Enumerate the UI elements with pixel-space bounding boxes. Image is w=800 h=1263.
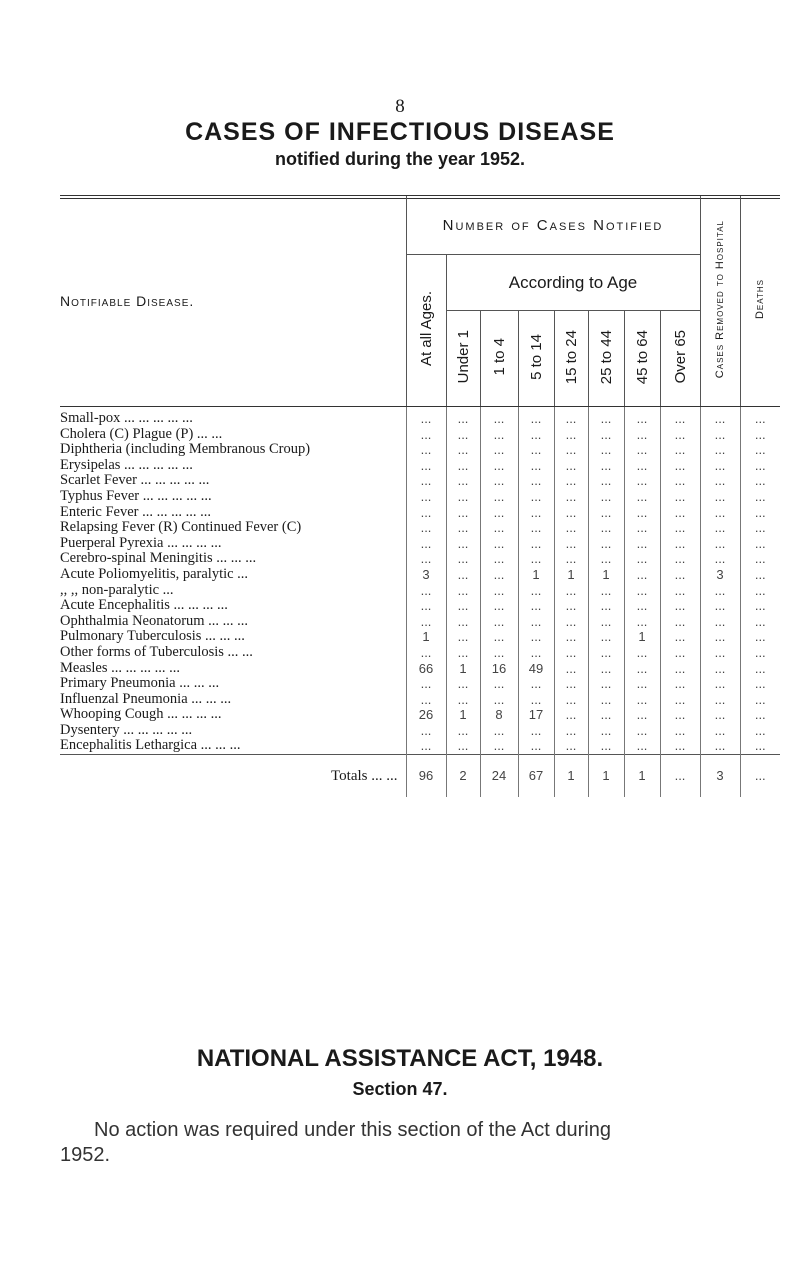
cell-value: ... bbox=[740, 692, 780, 708]
cell-value: ... bbox=[700, 520, 740, 536]
cell-value: ... bbox=[660, 676, 700, 692]
cell-value: ... bbox=[660, 520, 700, 536]
disease-name: Primary Pneumonia ... ... ... bbox=[60, 676, 220, 692]
cell-value: ... bbox=[588, 536, 624, 552]
cell-value: ... bbox=[446, 489, 480, 505]
table-row bbox=[60, 489, 780, 505]
header-deaths: Deaths bbox=[740, 196, 780, 407]
cell-value: ... bbox=[660, 583, 700, 599]
cell-value: ... bbox=[406, 427, 446, 443]
cell-value: ... bbox=[588, 407, 624, 427]
cell-value: ... bbox=[406, 489, 446, 505]
header-age-25-to-44: 25 to 44 bbox=[588, 311, 624, 407]
total-value: 3 bbox=[700, 755, 740, 798]
table-row bbox=[60, 614, 780, 630]
cell-value: ... bbox=[406, 551, 446, 567]
disease-name: Encephalitis Lethargica ... ... ... bbox=[60, 738, 241, 754]
cell-value: ... bbox=[700, 676, 740, 692]
cell-value: ... bbox=[660, 614, 700, 630]
cell-value: ... bbox=[446, 505, 480, 521]
cell-value: ... bbox=[518, 551, 554, 567]
table-row bbox=[60, 407, 780, 427]
totals-label: Totals ... ... bbox=[60, 755, 406, 798]
cell-value: ... bbox=[406, 645, 446, 661]
cell-value: ... bbox=[480, 505, 518, 521]
cell-value: ... bbox=[660, 723, 700, 739]
cell-value: ... bbox=[518, 458, 554, 474]
disease-name: Puerperal Pyrexia ... ... ... ... bbox=[60, 535, 222, 551]
table-row bbox=[60, 676, 780, 692]
cell-value: 3 bbox=[406, 567, 446, 583]
disease-name: Acute Poliomyelitis, paralytic ... bbox=[60, 566, 249, 582]
disease-name: Small-pox ... ... ... ... ... bbox=[60, 410, 193, 426]
act-section: Section 47. bbox=[352, 1079, 448, 1099]
disease-name: Erysipelas ... ... ... ... ... bbox=[60, 457, 193, 473]
disease-name: Enteric Fever ... ... ... ... ... bbox=[60, 504, 212, 520]
cell-value: ... bbox=[518, 442, 554, 458]
cell-value: ... bbox=[740, 551, 780, 567]
cell-value: ... bbox=[588, 614, 624, 630]
cell-value: ... bbox=[624, 489, 660, 505]
cell-value: ... bbox=[480, 692, 518, 708]
act-body bbox=[60, 1118, 760, 1168]
cell-value: ... bbox=[518, 629, 554, 645]
cell-value: ... bbox=[740, 536, 780, 552]
cell-value: ... bbox=[554, 583, 588, 599]
cell-value: ... bbox=[554, 505, 588, 521]
cell-value: ... bbox=[740, 629, 780, 645]
cell-value: ... bbox=[588, 676, 624, 692]
cell-value: ... bbox=[446, 473, 480, 489]
disease-name: Other forms of Tuberculosis ... ... bbox=[60, 644, 253, 660]
act-title: NATIONAL ASSISTANCE ACT, 1948. bbox=[196, 1045, 604, 1072]
header-removed-to-hospital: Cases Removed to Hospital bbox=[700, 196, 740, 407]
cell-value: ... bbox=[660, 427, 700, 443]
cell-value: ... bbox=[554, 427, 588, 443]
cell-value: ... bbox=[660, 489, 700, 505]
header-age-5-to-14: 5 to 14 bbox=[518, 311, 554, 407]
cell-value: ... bbox=[700, 723, 740, 739]
table-row bbox=[60, 645, 780, 661]
cell-value: ... bbox=[660, 629, 700, 645]
cell-value: ... bbox=[518, 614, 554, 630]
cell-value: ... bbox=[740, 567, 780, 583]
disease-name: Diphtheria (including Membranous Croup) bbox=[60, 442, 311, 458]
cell-value: ... bbox=[700, 645, 740, 661]
header-age-under-1: Under 1 bbox=[446, 311, 480, 407]
cell-value: ... bbox=[700, 458, 740, 474]
cell-value: ... bbox=[446, 614, 480, 630]
cell-value: ... bbox=[740, 473, 780, 489]
cell-value: ... bbox=[446, 692, 480, 708]
total-value: 67 bbox=[518, 755, 554, 798]
table-row bbox=[60, 692, 780, 708]
table-row bbox=[60, 738, 780, 754]
cell-value: ... bbox=[406, 536, 446, 552]
cell-value: ... bbox=[624, 442, 660, 458]
cell-value: ... bbox=[446, 442, 480, 458]
header-age-15-to-24: 15 to 24 bbox=[554, 311, 588, 407]
cell-value: ... bbox=[740, 520, 780, 536]
disease-name: Dysentery ... ... ... ... ... bbox=[60, 722, 193, 738]
total-value: 1 bbox=[588, 755, 624, 798]
total-value: 24 bbox=[480, 755, 518, 798]
total-value: 1 bbox=[624, 755, 660, 798]
cell-value: 1 bbox=[588, 567, 624, 583]
cell-value: ... bbox=[660, 707, 700, 723]
cell-value: ... bbox=[518, 692, 554, 708]
cell-value: ... bbox=[554, 723, 588, 739]
cell-value: ... bbox=[740, 407, 780, 427]
cell-value: ... bbox=[406, 676, 446, 692]
cell-value: ... bbox=[518, 505, 554, 521]
table-row bbox=[60, 629, 780, 645]
disease-name: Typhus Fever ... ... ... ... ... bbox=[60, 488, 212, 504]
disease-name: Relapsing Fever (R) Continued Fever (C) bbox=[60, 520, 302, 536]
cell-value: ... bbox=[554, 614, 588, 630]
cell-value: ... bbox=[588, 489, 624, 505]
cell-value: ... bbox=[518, 723, 554, 739]
cell-value: ... bbox=[700, 427, 740, 443]
cell-value: ... bbox=[518, 536, 554, 552]
total-value: 2 bbox=[446, 755, 480, 798]
cell-value: ... bbox=[480, 723, 518, 739]
cell-value: ... bbox=[446, 645, 480, 661]
cell-value: ... bbox=[518, 676, 554, 692]
cell-value: ... bbox=[554, 489, 588, 505]
table-row bbox=[60, 661, 780, 677]
cell-value: ... bbox=[406, 723, 446, 739]
table-body bbox=[60, 407, 780, 798]
cell-value: ... bbox=[518, 645, 554, 661]
cell-value: ... bbox=[518, 473, 554, 489]
cell-value: ... bbox=[700, 692, 740, 708]
cell-value: ... bbox=[480, 598, 518, 614]
cell-value: ... bbox=[624, 473, 660, 489]
cell-value: ... bbox=[554, 629, 588, 645]
table-row bbox=[60, 442, 780, 458]
cell-value: ... bbox=[740, 489, 780, 505]
cell-value: ... bbox=[480, 583, 518, 599]
cell-value: ... bbox=[740, 738, 780, 754]
cell-value: 1 bbox=[406, 629, 446, 645]
cell-value: 1 bbox=[518, 567, 554, 583]
total-value: ... bbox=[740, 755, 780, 798]
cell-value: ... bbox=[406, 458, 446, 474]
cell-value: ... bbox=[624, 707, 660, 723]
cell-value: ... bbox=[446, 583, 480, 599]
cell-value: ... bbox=[660, 661, 700, 677]
cell-value: ... bbox=[406, 614, 446, 630]
cell-value: ... bbox=[480, 458, 518, 474]
cell-value: ... bbox=[624, 614, 660, 630]
total-value: ... bbox=[660, 755, 700, 798]
cell-value: 49 bbox=[518, 661, 554, 677]
cell-value: ... bbox=[700, 738, 740, 754]
header-age-45-to-64: 45 to 64 bbox=[624, 311, 660, 407]
page-title: CASES OF INFECTIOUS DISEASE bbox=[185, 118, 615, 146]
disease-name: Pulmonary Tuberculosis ... ... ... bbox=[60, 629, 245, 645]
act-body-line-2: 1952. bbox=[60, 1144, 111, 1166]
cell-value: ... bbox=[588, 427, 624, 443]
cell-value: ... bbox=[624, 583, 660, 599]
cell-value: ... bbox=[480, 567, 518, 583]
table-row bbox=[60, 427, 780, 443]
table-row bbox=[60, 707, 780, 723]
cell-value: ... bbox=[660, 505, 700, 521]
cell-value: ... bbox=[624, 505, 660, 521]
header-according-to-age: According to Age bbox=[446, 255, 700, 311]
table-row bbox=[60, 567, 780, 583]
cell-value: ... bbox=[554, 661, 588, 677]
cell-value: ... bbox=[554, 598, 588, 614]
cell-value: ... bbox=[740, 583, 780, 599]
cell-value: ... bbox=[446, 676, 480, 692]
cell-value: ... bbox=[518, 520, 554, 536]
cell-value: ... bbox=[480, 536, 518, 552]
cell-value: ... bbox=[700, 505, 740, 521]
total-value: 96 bbox=[406, 755, 446, 798]
cell-value: ... bbox=[740, 661, 780, 677]
disease-name: Cerebro-spinal Meningitis ... ... ... bbox=[60, 551, 257, 567]
total-value: 1 bbox=[554, 755, 588, 798]
cell-value: ... bbox=[740, 427, 780, 443]
table-row bbox=[60, 473, 780, 489]
cell-value: ... bbox=[740, 598, 780, 614]
header-age-1-to-4: 1 to 4 bbox=[480, 311, 518, 407]
cell-value: ... bbox=[700, 629, 740, 645]
cell-value: ... bbox=[480, 473, 518, 489]
cell-value: ... bbox=[554, 458, 588, 474]
cell-value: ... bbox=[446, 738, 480, 754]
cell-value: ... bbox=[700, 551, 740, 567]
cell-value: ... bbox=[588, 692, 624, 708]
cell-value: ... bbox=[624, 723, 660, 739]
cell-value: ... bbox=[624, 676, 660, 692]
cell-value: ... bbox=[624, 738, 660, 754]
table-row bbox=[60, 598, 780, 614]
cell-value: ... bbox=[588, 473, 624, 489]
cell-value: ... bbox=[406, 407, 446, 427]
cell-value: 26 bbox=[406, 707, 446, 723]
cell-value: ... bbox=[518, 407, 554, 427]
header-number-of-cases: Number of Cases Notified bbox=[406, 196, 700, 255]
cell-value: ... bbox=[588, 661, 624, 677]
cell-value: ... bbox=[446, 407, 480, 427]
cell-value: ... bbox=[406, 692, 446, 708]
cell-value: ... bbox=[660, 536, 700, 552]
cell-value: ... bbox=[554, 520, 588, 536]
cell-value: ... bbox=[446, 598, 480, 614]
cell-value: ... bbox=[588, 505, 624, 521]
cell-value: ... bbox=[480, 442, 518, 458]
cell-value: ... bbox=[740, 676, 780, 692]
cell-value: ... bbox=[554, 536, 588, 552]
table-row bbox=[60, 551, 780, 567]
table-row bbox=[60, 458, 780, 474]
disease-name: Whooping Cough ... ... ... ... bbox=[60, 707, 222, 723]
cell-value: ... bbox=[624, 661, 660, 677]
act-body-line-1: No action was required under this section of the Act during bbox=[94, 1119, 611, 1141]
cell-value: ... bbox=[700, 707, 740, 723]
cell-value: ... bbox=[588, 645, 624, 661]
cell-value: 1 bbox=[624, 629, 660, 645]
cell-value: ... bbox=[406, 520, 446, 536]
cell-value: ... bbox=[480, 551, 518, 567]
cell-value: ... bbox=[588, 583, 624, 599]
cell-value: ... bbox=[588, 458, 624, 474]
cell-value: ... bbox=[660, 473, 700, 489]
cell-value: ... bbox=[700, 407, 740, 427]
cell-value: ... bbox=[588, 723, 624, 739]
cell-value: ... bbox=[554, 676, 588, 692]
cell-value: ... bbox=[740, 614, 780, 630]
cell-value: ... bbox=[406, 598, 446, 614]
cell-value: ... bbox=[700, 661, 740, 677]
header-all-ages: At all Ages. bbox=[406, 255, 446, 407]
cell-value: ... bbox=[660, 458, 700, 474]
cell-value: ... bbox=[446, 629, 480, 645]
cell-value: ... bbox=[588, 551, 624, 567]
disease-name: Scarlet Fever ... ... ... ... ... bbox=[60, 473, 210, 489]
cell-value: ... bbox=[624, 692, 660, 708]
cell-value: ... bbox=[588, 707, 624, 723]
cell-value: ... bbox=[480, 520, 518, 536]
cell-value: 3 bbox=[700, 567, 740, 583]
disease-name: Measles ... ... ... ... ... bbox=[60, 660, 181, 676]
infectious-disease-table bbox=[60, 196, 780, 797]
cell-value: ... bbox=[446, 551, 480, 567]
cell-value: ... bbox=[740, 645, 780, 661]
cell-value: ... bbox=[740, 505, 780, 521]
cell-value: 1 bbox=[446, 661, 480, 677]
cell-value: ... bbox=[588, 442, 624, 458]
cell-value: ... bbox=[740, 458, 780, 474]
cell-value: ... bbox=[406, 505, 446, 521]
cell-value: ... bbox=[554, 692, 588, 708]
cell-value: 1 bbox=[554, 567, 588, 583]
cell-value: ... bbox=[624, 598, 660, 614]
cell-value: ... bbox=[554, 473, 588, 489]
cell-value: ... bbox=[480, 738, 518, 754]
disease-name: Influenzal Pneumonia ... ... ... bbox=[60, 691, 232, 707]
cell-value: ... bbox=[446, 458, 480, 474]
cell-value: ... bbox=[700, 473, 740, 489]
cell-value: ... bbox=[480, 676, 518, 692]
cell-value: ... bbox=[660, 692, 700, 708]
cell-value: ... bbox=[660, 598, 700, 614]
cell-value: ... bbox=[700, 442, 740, 458]
cell-value: ... bbox=[518, 583, 554, 599]
cell-value: ... bbox=[406, 473, 446, 489]
table-row bbox=[60, 520, 780, 536]
cell-value: ... bbox=[624, 536, 660, 552]
cell-value: ... bbox=[700, 489, 740, 505]
header-notifiable-disease: Notifiable Disease. bbox=[60, 196, 406, 407]
cell-value: ... bbox=[406, 738, 446, 754]
cell-value: ... bbox=[740, 707, 780, 723]
cell-value: ... bbox=[660, 567, 700, 583]
cell-value: ... bbox=[446, 536, 480, 552]
table-row bbox=[60, 536, 780, 552]
page-number: 8 bbox=[395, 96, 405, 117]
cell-value: ... bbox=[740, 442, 780, 458]
table-row bbox=[60, 723, 780, 739]
cell-value: ... bbox=[700, 583, 740, 599]
cell-value: ... bbox=[588, 629, 624, 645]
cell-value: ... bbox=[406, 442, 446, 458]
table-row bbox=[60, 583, 780, 599]
cell-value: ... bbox=[624, 520, 660, 536]
cell-value: ... bbox=[480, 614, 518, 630]
cell-value: ... bbox=[740, 723, 780, 739]
cell-value: ... bbox=[554, 407, 588, 427]
cell-value: ... bbox=[624, 407, 660, 427]
disease-name: ,, ,, non-paralytic ... bbox=[60, 582, 174, 598]
cell-value: ... bbox=[480, 645, 518, 661]
cell-value: ... bbox=[700, 614, 740, 630]
table-row bbox=[60, 505, 780, 521]
cell-value: ... bbox=[624, 645, 660, 661]
disease-name: Acute Encephalitis ... ... ... ... bbox=[60, 598, 228, 614]
cell-value: ... bbox=[480, 427, 518, 443]
cell-value: ... bbox=[480, 407, 518, 427]
cell-value: ... bbox=[554, 551, 588, 567]
cell-value: ... bbox=[480, 489, 518, 505]
disease-name: Cholera (C) Plague (P) ... ... bbox=[60, 426, 223, 442]
disease-name: Ophthalmia Neonatorum ... ... ... bbox=[60, 613, 249, 629]
cell-value: ... bbox=[554, 707, 588, 723]
cell-value: ... bbox=[700, 536, 740, 552]
cell-value: 17 bbox=[518, 707, 554, 723]
cell-value: ... bbox=[518, 489, 554, 505]
cell-value: ... bbox=[660, 442, 700, 458]
cell-value: ... bbox=[700, 598, 740, 614]
cell-value: ... bbox=[588, 598, 624, 614]
cell-value: 66 bbox=[406, 661, 446, 677]
cell-value: ... bbox=[446, 427, 480, 443]
cell-value: ... bbox=[446, 520, 480, 536]
page-subtitle: notified during the year 1952. bbox=[274, 149, 526, 169]
totals-row bbox=[60, 755, 780, 798]
header-age-over-65: Over 65 bbox=[660, 311, 700, 407]
cell-value: 8 bbox=[480, 707, 518, 723]
cell-value: ... bbox=[588, 520, 624, 536]
cell-value: ... bbox=[518, 427, 554, 443]
cell-value: ... bbox=[624, 567, 660, 583]
cell-value: ... bbox=[624, 458, 660, 474]
cell-value: ... bbox=[624, 551, 660, 567]
cell-value: ... bbox=[554, 738, 588, 754]
cell-value: ... bbox=[518, 738, 554, 754]
cell-value: ... bbox=[406, 583, 446, 599]
cell-value: ... bbox=[446, 723, 480, 739]
cell-value: ... bbox=[554, 645, 588, 661]
cell-value: ... bbox=[660, 738, 700, 754]
cell-value: ... bbox=[660, 645, 700, 661]
cell-value: ... bbox=[446, 567, 480, 583]
cell-value: ... bbox=[660, 407, 700, 427]
cell-value: ... bbox=[588, 738, 624, 754]
cell-value: ... bbox=[624, 427, 660, 443]
cell-value: ... bbox=[554, 442, 588, 458]
cell-value: 1 bbox=[446, 707, 480, 723]
cell-value: 16 bbox=[480, 661, 518, 677]
cell-value: ... bbox=[518, 598, 554, 614]
cell-value: ... bbox=[480, 629, 518, 645]
cell-value: ... bbox=[660, 551, 700, 567]
